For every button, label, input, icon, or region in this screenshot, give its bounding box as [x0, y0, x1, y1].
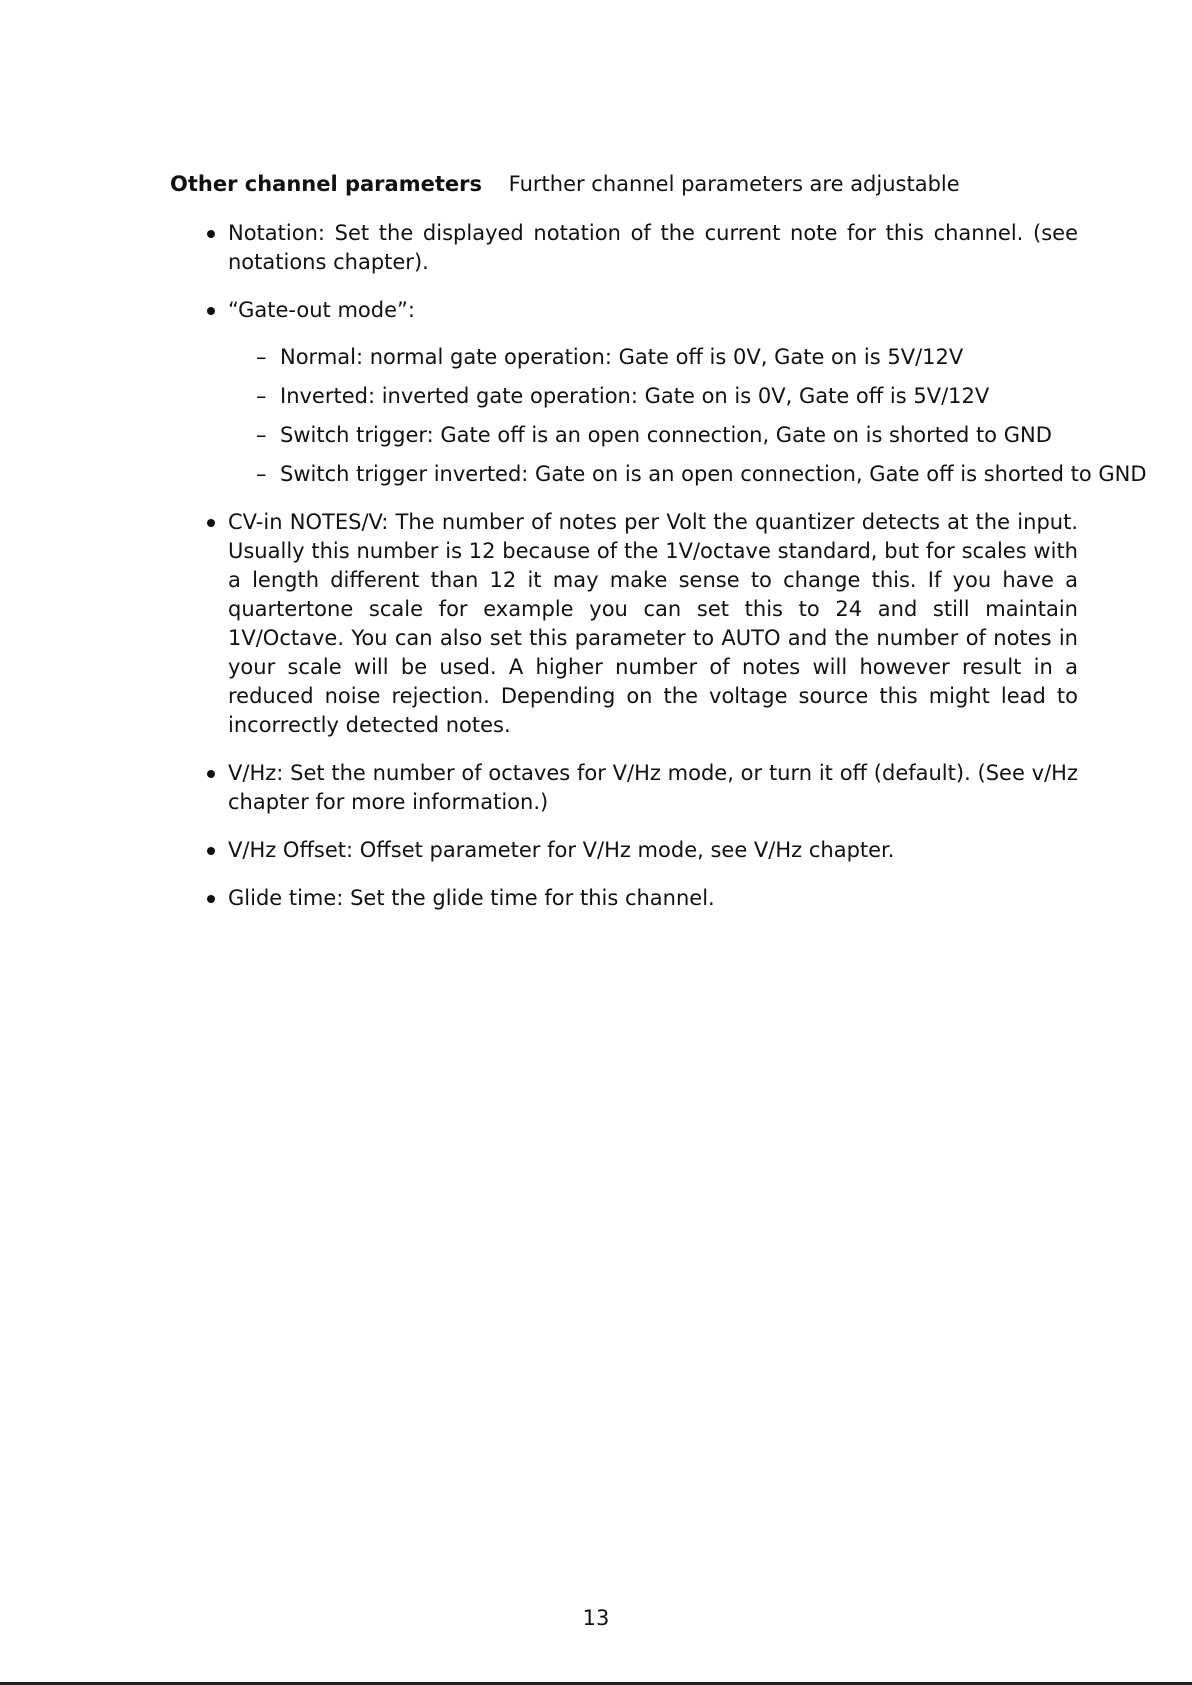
list-item-text: “Gate-out mode”: [228, 298, 415, 322]
section-title: Other channel parameters [170, 172, 482, 196]
list-item-text: Notation: Set the displayed notation of the current note for this channel. (see notations chapter). [228, 221, 1078, 274]
sublist-item-switch-trigger [228, 421, 1078, 450]
list-item-text: Glide time: Set the glide time for this channel. [228, 886, 715, 910]
list-item-glide-time [170, 884, 1078, 913]
sublist-item-inverted [228, 382, 1078, 411]
bullet-icon [207, 230, 215, 238]
list-item-notation [170, 219, 1078, 277]
sublist-item-text: Switch trigger: Gate off is an open connection, Gate on is shorted to GND [280, 423, 1052, 447]
bullet-icon [207, 519, 215, 527]
sublist-item-text: Normal: normal gate operation: Gate off is 0V, Gate on is 5V/12V [280, 345, 964, 369]
list-item-text: CV-in NOTES/V: The number of notes per Volt the quantizer detects at the input. Usually this number is 12 because of the 1V/octave standard, but for scales with a length different than 12 it may make sense to change this. If you have a quartertone scale for example you can set this to 24 and still maintain 1V/Octave. You can also set this parameter to AUTO and the number of notes in your scale will be used. A higher number of notes will however result in a reduced noise rejection. Depending on the voltage source this might lead to incorrectly detected notes. [228, 510, 1078, 737]
dash-icon: – [256, 462, 267, 486]
bullet-icon [207, 895, 215, 903]
dash-icon: – [256, 423, 267, 447]
gate-mode-sublist [228, 343, 1147, 489]
section-intro: Further channel parameters are adjustable [508, 172, 960, 196]
dash-icon: – [256, 345, 267, 369]
dash-icon: – [256, 384, 267, 408]
bullet-icon [207, 307, 215, 315]
list-item-gate-out-mode [170, 296, 1147, 489]
sublist-item-text: Switch trigger inverted: Gate on is an open connection, Gate off is shorted to GND [280, 462, 1147, 486]
parameter-list [170, 219, 1147, 913]
sublist-item-switch-trigger-inverted [228, 460, 1147, 489]
list-item-cv-in-notes [170, 508, 1078, 740]
list-item-v-hz [170, 759, 1078, 817]
list-item-v-hz-offset [170, 836, 1078, 865]
page-number: 13 [582, 1606, 610, 1630]
bullet-icon [207, 770, 215, 778]
list-item-text: V/Hz: Set the number of octaves for V/Hz mode, or turn it off (default). (See v/Hz chapter for more information.) [228, 761, 1078, 814]
sublist-item-text: Inverted: inverted gate operation: Gate on is 0V, Gate off is 5V/12V [280, 384, 990, 408]
list-item-text: V/Hz Offset: Offset parameter for V/Hz mode, see V/Hz chapter. [228, 838, 895, 862]
page-content [170, 170, 1147, 932]
bullet-icon [207, 847, 215, 855]
section-heading [170, 170, 1078, 199]
sublist-item-normal [228, 343, 1078, 372]
